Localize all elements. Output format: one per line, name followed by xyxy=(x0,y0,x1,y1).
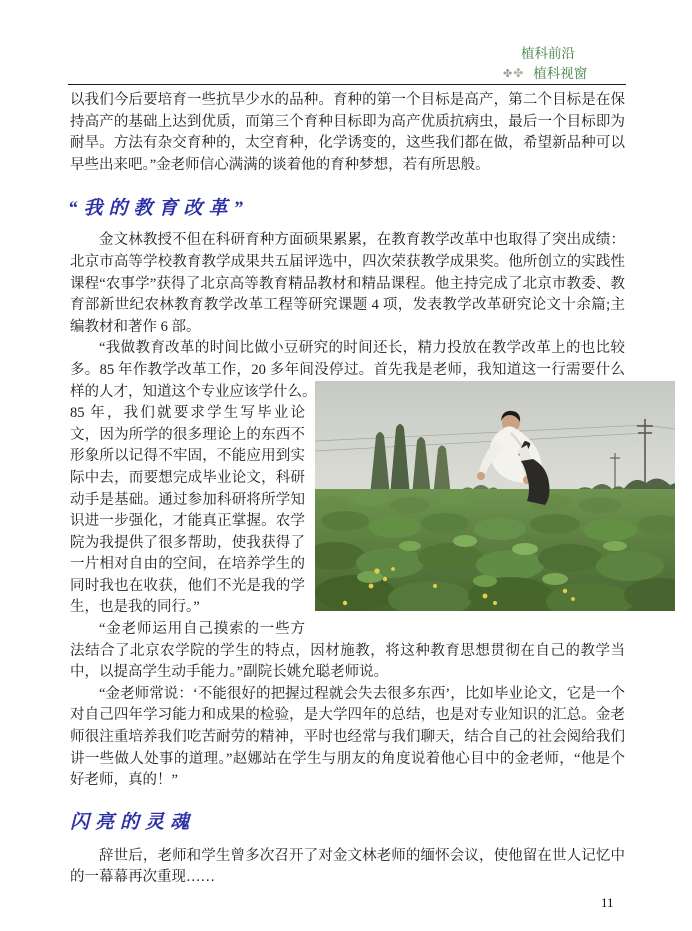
intro-paragraph: 以我们今后要培育一些抗旱少水的品种。育种的第一个目标是高产，第二个目标是在保持高产的基础上达到优质，而第三个育种目标即为高产优质抗病虫，最后一个目标即为耐旱。方法有杂交育种的，太空育种，化学诱变的，这些我们都在做，希望新品种可以早些出来吧。”金老师信心满满的谈着他的育种梦想，若有所思般。 xyxy=(70,92,625,173)
section-heading-shining-soul: 闪亮的灵魂 xyxy=(70,811,196,833)
body-paragraph-6: 辞世后，老师和学生曾多次召开了对金文林老师的缅怀会议，使他留在世人记忆中的一幕幕再次重现…… xyxy=(70,847,625,886)
header-title-bottom: 植科视窗 xyxy=(533,66,588,81)
page-number: 11 xyxy=(601,895,614,910)
header-title-bottom-row xyxy=(503,64,587,83)
flower-star-icon: ✤✤ xyxy=(503,66,525,80)
body-paragraph-5: “金老师常说：‘不能很好的把握过程就会失去很多东西’，比如毕业论文，它是一个对自己四年学习能力和成果的检验，是大学四年的总结，也是对专业知识的汇总。金老师很注重培养我们吃苦耐劳的精神，平时也经常与我们聊天，结合自己的社会阅给我们讲一些做人处事的道理。”赵娜站在学生与朋友的角度说着他心目中的金老师，“他是个好老师，真的！” xyxy=(70,685,625,789)
header-title-top: 植科前沿 xyxy=(521,46,575,61)
page-header xyxy=(503,45,587,83)
header-divider xyxy=(68,84,626,85)
article-body xyxy=(70,90,625,889)
section-heading-education-reform: “我的教育改革” xyxy=(68,198,250,220)
body-paragraph-4: “金老师运用自己摸索的一些方法结合了北京农学院的学生的特点，因材施教，将这种教育思想贯彻在自己的教学当中，以提高学生动手能力。”副院长姚允聪老师说。 xyxy=(70,621,625,681)
body-paragraph-1: 金文林教授不但在科研育种方面硕果累累，在教育教学改革中也取得了突出成绩：北京市高等学校教育教学成果共五届评选中，四次荣获教学成果奖。他所创立的实践性课程“农事学”获得了北京高等教育精品教材和精品课程。他主持完成了北京市教委、教育部新世纪农林教育教学改革工程等研究课题 4 项，发表教学改革研究论文十余篇;主编教材和著作 6 部。 xyxy=(70,232,625,335)
field-photo xyxy=(315,381,675,611)
body-paragraph-3: 85 年，我们就要求学生写毕业论文，因为所学的很多理论上的东西不形象所以记得不牢固，不能应用到实际中去，而要想完成毕业论文，科研动手是基础。通过参加科研将所学知识进一步强化，才能真正掌握。农学院为我提供了很多帮助，使我获得了一片相对自由的空间，在培养学生的同时我也在收获，他们不光是我的学生，也是我的同行。” xyxy=(70,405,305,616)
body-paragraph-2: “我做教育改革的时间比做小豆研究的时间还长，精力投放在教学改革上的也比较多。85 年作教学改革工作，20 多年间没停过。首先我是老师，我知道这一行需要什么样的人才，知道这个专业应该学什么。 xyxy=(70,340,625,400)
